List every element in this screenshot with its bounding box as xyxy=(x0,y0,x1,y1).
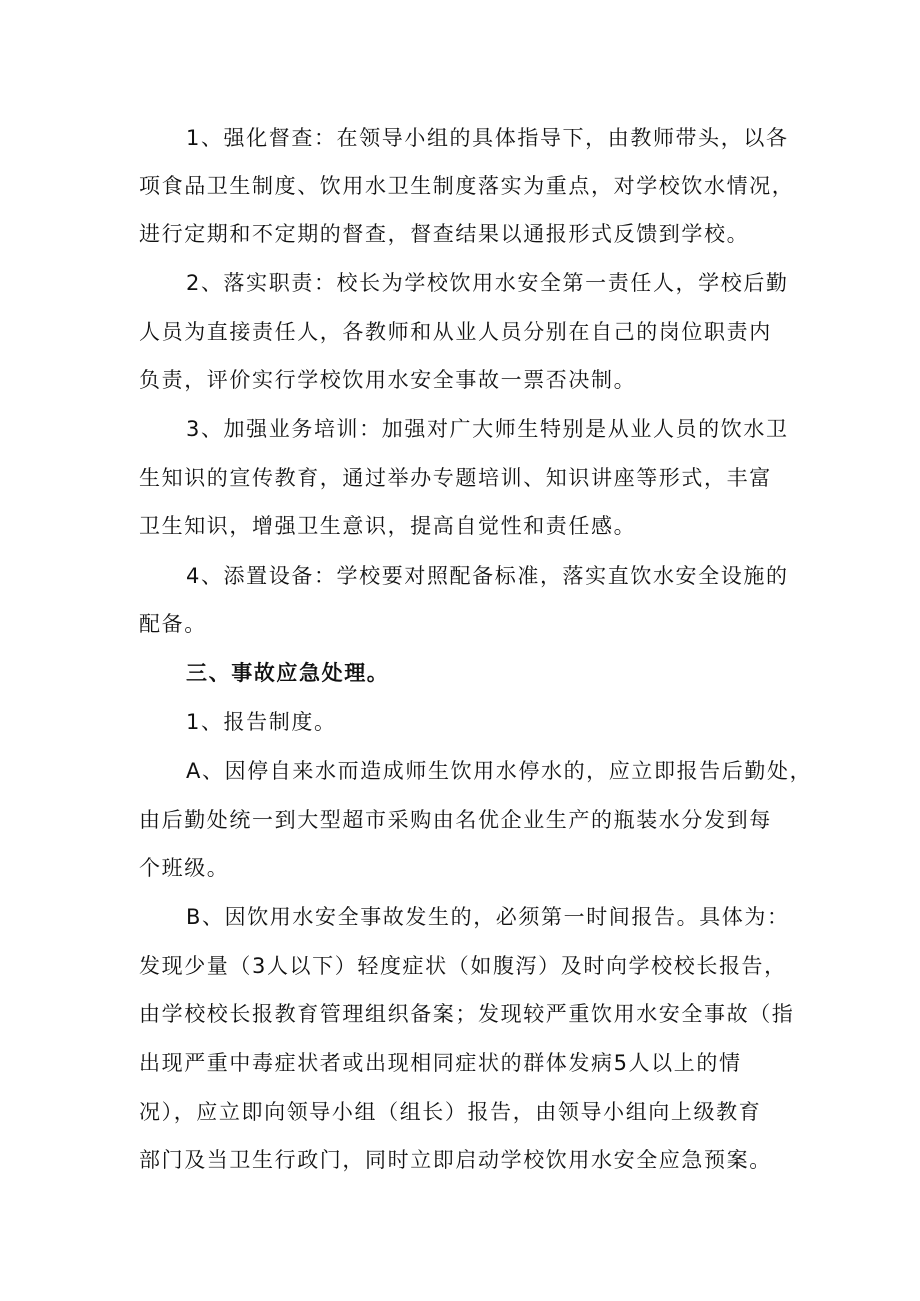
paragraph-3-line-2: 生知识的宣传教育，通过举办专题培训、知识讲座等形式，丰富 xyxy=(139,466,772,490)
paragraph-4-line-2: 配备。 xyxy=(139,612,207,636)
paragraph-2-line-1: 2、落实职责：校长为学校饮用水安全第一责任人，学校后勤 xyxy=(186,271,789,295)
paragraph-b-line-5: 况），应立即向领导小组（组长）报告，由领导小组向上级教育 xyxy=(139,1100,762,1124)
paragraph-2-line-2: 人员为直接责任人，各教师和从业人员分别在自己的岗位职责内 xyxy=(139,320,772,344)
paragraph-1-line-3: 进行定期和不定期的督查，督查结果以通报形式反馈到学校。 xyxy=(139,222,750,246)
paragraph-4-line-1: 4、添置设备：学校要对照配备标准，落实直饮水安全设施的 xyxy=(186,564,789,588)
paragraph-1-line-1: 1、强化督查：在领导小组的具体指导下，由教师带头，以各 xyxy=(186,126,789,150)
paragraph-2-line-3: 负责，评价实行学校饮用水安全事故一票否决制。 xyxy=(139,368,637,392)
paragraph-b-line-6: 部门及当卫生行政门，同时立即启动学校饮用水安全应急预案。 xyxy=(139,1148,772,1172)
paragraph-b-line-3: 由学校校长报教育管理组织备案；发现较严重饮用水安全事故（指 xyxy=(139,1002,795,1026)
paragraph-3-line-3: 卫生知识，增强卫生意识，提高自觉性和责任感。 xyxy=(139,514,637,538)
paragraph-a-line-3: 个班级。 xyxy=(139,856,230,880)
paragraph-b-line-4: 出现严重中毒症状者或出现相同症状的群体发病5人以上的情 xyxy=(139,1051,742,1075)
section-heading: 三、事故应急处理。 xyxy=(186,661,390,685)
paragraph-1-line-2: 项食品卫生制度、饮用水卫生制度落实为重点，对学校饮水情况， xyxy=(139,174,795,198)
paragraph-b-line-2: 发现少量（3人以下）轻度症状（如腹泻）及时向学校校长报告， xyxy=(139,954,787,978)
subheading-report-system: 1、报告制度。 xyxy=(186,710,337,734)
paragraph-a-line-2: 由后勤处统一到大型超市采购由名优企业生产的瓶装水分发到每 xyxy=(139,808,772,832)
paragraph-a-line-1: A、因停自来水而造成师生饮用水停水的，应立即报告后勤处， xyxy=(186,759,813,783)
paragraph-b-line-1: B、因饮用水安全事故发生的，必须第一时间报告。具体为： xyxy=(186,905,790,929)
paragraph-3-line-1: 3、加强业务培训：加强对广大师生特别是从业人员的饮水卫 xyxy=(186,417,789,441)
